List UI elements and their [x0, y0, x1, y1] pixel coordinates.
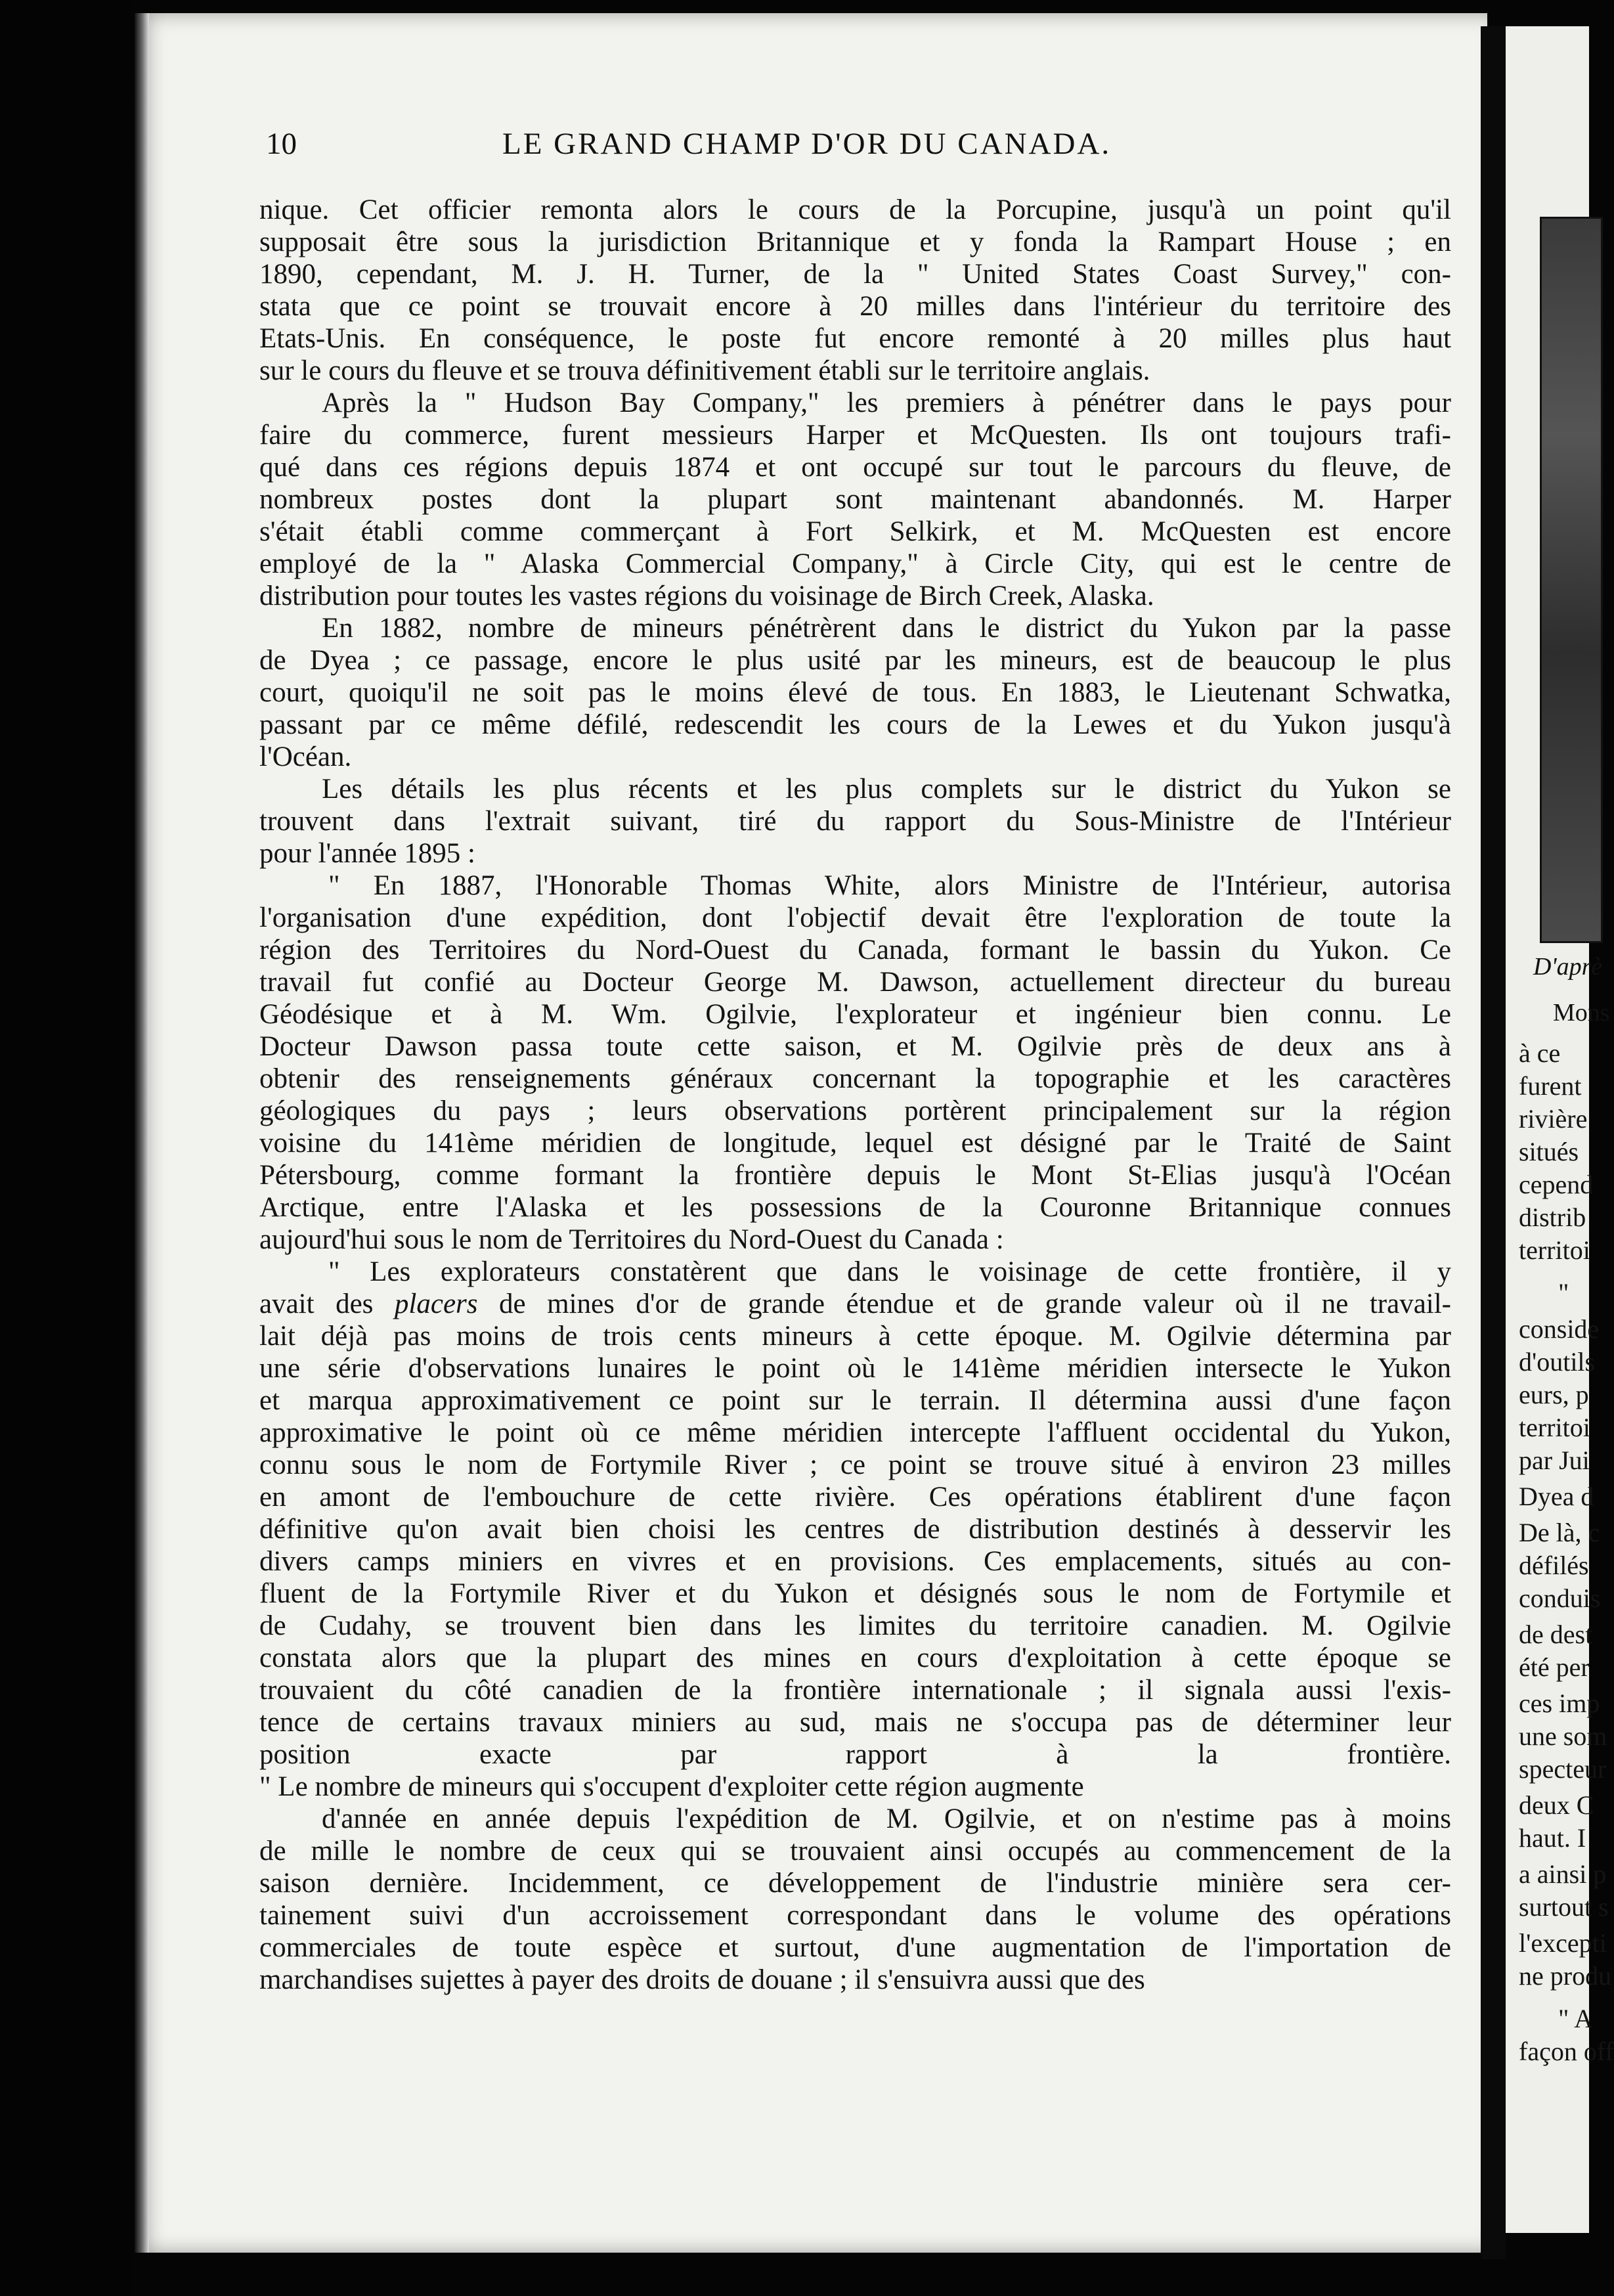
text-line: constata alors que la plupart des mines en cours d'exploitation à cette époque se [259, 1643, 1451, 1673]
text-line: En 1882, nombre de mineurs pénétrèrent dans le district du Yukon par la passe [322, 613, 1451, 644]
facing-text-fragment: conduis [1519, 1583, 1601, 1613]
text-line: pour l'année 1895 : [259, 838, 475, 869]
page-gutter [1481, 26, 1506, 2259]
text-line: et marqua approximativement ce point sur le terrain. Il détermina aussi d'une façon [259, 1385, 1451, 1416]
text-line: approximative le point où ce même méridien intercepte l'affluent occidental du Yukon, [259, 1417, 1451, 1448]
text-line: tainement suivi d'un accroissement correspondant dans le volume des opérations [259, 1900, 1451, 1931]
facing-text-fragment: l'excepti [1519, 1928, 1607, 1958]
facing-text-fragment: territoi [1519, 1235, 1590, 1265]
text-line: Arctique, entre l'Alaska et les possessions de la Couronne Britannique connues [259, 1192, 1451, 1223]
running-head: LE GRAND CHAMP D'OR DU CANADA. [502, 127, 1112, 161]
text-line: employé de la " Alaska Commercial Company," à Circle City, qui est le centre de [259, 548, 1451, 579]
text-line: Docteur Dawson passa toute cette saison, et M. Ogilvie près de deux ans à [259, 1031, 1451, 1062]
facing-text-fragment: eurs, p [1519, 1380, 1589, 1409]
facing-text-fragment: distrib [1519, 1203, 1586, 1232]
text-line: connu sous le nom de Fortymile River ; ce point se trouve situé à environ 23 milles [259, 1449, 1451, 1480]
scan-left-border [0, 0, 131, 2296]
text-line: Les détails les plus récents et les plus complets sur le district du Yukon se [322, 774, 1451, 805]
text-line: faire du commerce, furent messieurs Harper et McQuesten. Ils ont toujours trafi- [259, 420, 1451, 451]
text-line: d'année en année depuis l'expédition de M. Ogilvie, et on n'estime pas à moins [322, 1803, 1451, 1834]
text-line: nique. Cet officier remonta alors le cours de la Porcupine, jusqu'à un point qu'il [259, 194, 1451, 225]
text-line: " En 1887, l'Honorable Thomas White, alors Ministre de l'Intérieur, autorisa [328, 870, 1451, 901]
text-line: en amont de l'embouchure de cette rivière. Ces opérations établirent d'une façon [259, 1482, 1451, 1512]
text-line: lait déjà pas moins de trois cents mineurs à cette époque. M. Ogilvie détermina par [259, 1321, 1451, 1352]
text-line: " Le nombre de mineurs qui s'occupent d'exploiter cette région augmente [259, 1771, 1084, 1802]
text-line: avait des placers de mines d'or de grande étendue et de grande valeur où il ne travail- [259, 1289, 1451, 1319]
facing-page-edge [1506, 26, 1614, 2233]
facing-text-fragment: furent [1519, 1071, 1582, 1101]
facing-text-fragment: a ainsi p [1519, 1859, 1607, 1889]
text-line: voisine du 141ème méridien de longitude, lequel est désigné par le Traité de Saint [259, 1128, 1451, 1159]
text-line: marchandises sujettes à payer des droits de douane ; il s'ensuivra aussi que des [259, 1964, 1145, 1995]
facing-text-fragment: deux C [1519, 1790, 1594, 1820]
text-line: s'était établi comme commerçant à Fort Selkirk, et M. McQuesten est encore [259, 516, 1451, 547]
body-text [259, 194, 1451, 1996]
text-line: saison dernière. Incidemment, ce développement de l'industrie minière sera cer- [259, 1868, 1451, 1899]
text-line: sur le cours du fleuve et se trouva définitivement établi sur le territoire anglais. [259, 355, 1150, 386]
text-line: Pétersbourg, comme formant la frontière depuis le Mont St-Elias jusqu'à l'Océan [259, 1160, 1451, 1191]
facing-text-fragment: une som [1519, 1721, 1607, 1751]
facing-text-fragment: façon off [1519, 2037, 1614, 2066]
facing-text-fragment: d'outils [1519, 1347, 1596, 1377]
facing-text-fragment: haut. I [1519, 1823, 1586, 1853]
facing-text-fragment: surtout s [1519, 1892, 1609, 1922]
text-line: passant par ce même défilé, redescendit les cours de la Lewes et du Yukon jusqu'à [259, 709, 1451, 740]
text-line: trouvaient du côté canadien de la frontière internationale ; il signala aussi l'exis- [259, 1675, 1451, 1706]
facing-text-fragment: à ce [1519, 1038, 1561, 1068]
text-line: de Cudahy, se trouvent bien dans les limites du territoire canadien. M. Ogilvie [259, 1610, 1451, 1641]
text-line: commerciales de toute espèce et surtout, d'une augmentation de l'importation de [259, 1932, 1451, 1963]
text-line: travail fut confié au Docteur George M. Dawson, actuellement directeur du bureau [259, 967, 1451, 998]
facing-caption-2: Mons [1553, 999, 1610, 1027]
text-line: fluent de la Fortymile River et du Yukon et désignés sous le nom de Fortymile et [259, 1578, 1451, 1609]
facing-text-fragment: situés [1519, 1137, 1579, 1166]
facing-text-fragment: ne produ [1519, 1961, 1612, 1991]
facing-text-fragment: conside [1519, 1314, 1600, 1344]
binding-edge [135, 13, 149, 2253]
text-line: divers camps miniers en vivres et en provisions. Ces emplacements, situés au con- [259, 1546, 1451, 1577]
text-line: de Dyea ; ce passage, encore le plus usité par les mineurs, est de beaucoup le plus [259, 645, 1451, 676]
text-line: position exacte par rapport à la frontière. [259, 1739, 1451, 1770]
text-line: de mille le nombre de ceux qui se trouvaient ainsi occupés au commencement de la [259, 1836, 1451, 1866]
facing-text-fragment: Dyea d [1519, 1482, 1594, 1511]
facing-caption-1: D'aprè [1533, 953, 1603, 981]
text-line: trouvent dans l'extrait suivant, tiré du rapport du Sous-Ministre de l'Intérieur [259, 806, 1451, 837]
text-line: distribution pour toutes les vastes régions du voisinage de Birch Creek, Alaska. [259, 581, 1154, 611]
text-line: géologiques du pays ; leurs observations portèrent principalement sur la région [259, 1095, 1451, 1126]
text-line: obtenir des renseignements généraux concernant la topographie et les caractères [259, 1063, 1451, 1094]
facing-text-fragment: de dest [1519, 1620, 1593, 1649]
page-header [266, 126, 1454, 172]
text-line: supposait être sous la jurisdiction Britannique et y fonda la Rampart House ; en [259, 227, 1451, 257]
facing-page-photo [1540, 217, 1603, 943]
facing-text-fragment: été per [1519, 1652, 1590, 1682]
text-line: définitive qu'on avait bien choisi les centres de distribution destinés à desservir les [259, 1514, 1451, 1545]
text-line: court, quoiqu'il ne soit pas le moins élevé de tous. En 1883, le Lieutenant Schwatka, [259, 677, 1451, 708]
text-line: l'Océan. [259, 741, 352, 772]
text-line: Après la " Hudson Bay Company," les premiers à pénétrer dans le pays pour [322, 387, 1451, 418]
text-line: 1890, cependant, M. J. H. Turner, de la " United States Coast Survey," con- [259, 259, 1451, 290]
text-line: " Les explorateurs constatèrent que dans le voisinage de cette frontière, il y [328, 1256, 1451, 1287]
text-line: tence de certains travaux miniers au sud, mais ne s'occupa pas de déterminer leur [259, 1707, 1451, 1738]
facing-text-fragment: rivière [1519, 1104, 1588, 1134]
facing-text-fragment: De là, c [1519, 1518, 1600, 1547]
facing-text-fragment: territoi [1519, 1413, 1590, 1442]
text-line: Géodésique et à M. Wm. Ogilvie, l'explorateur et ingénieur bien connu. Le [259, 999, 1451, 1030]
text-line: aujourd'hui sous le nom de Territoires du Nord-Ouest du Canada : [259, 1224, 1004, 1255]
text-line: qué dans ces régions depuis 1874 et ont occupé sur tout le parcours du fleuve, de [259, 452, 1451, 483]
text-line: stata que ce point se trouvait encore à 20 milles dans l'intérieur du territoire des [259, 291, 1451, 322]
facing-text-fragment: cepend [1519, 1170, 1594, 1199]
text-line: l'organisation d'une expédition, dont l'objectif devait être l'exploration de toute la [259, 902, 1451, 933]
facing-text-fragment: défilés [1519, 1551, 1589, 1580]
facing-text-fragment: " [1558, 1278, 1569, 1308]
facing-text-fragment: ces imp [1519, 1689, 1600, 1718]
text-line: région des Territoires du Nord-Ouest du Canada, formant le bassin du Yukon. Ce [259, 935, 1451, 965]
page-number: 10 [266, 127, 297, 161]
facing-text-fragment: par Jui [1519, 1446, 1590, 1475]
text-line: Etats-Unis. En conséquence, le poste fut encore remonté à 20 milles plus haut [259, 323, 1451, 354]
facing-text-fragment: " A [1558, 2004, 1594, 2033]
facing-text-fragment: specteur [1519, 1754, 1607, 1784]
text-line: une série d'observations lunaires le point où le 141ème méridien intersecte le Yukon [259, 1353, 1451, 1384]
text-line: nombreux postes dont la plupart sont maintenant abandonnés. M. Harper [259, 484, 1451, 515]
